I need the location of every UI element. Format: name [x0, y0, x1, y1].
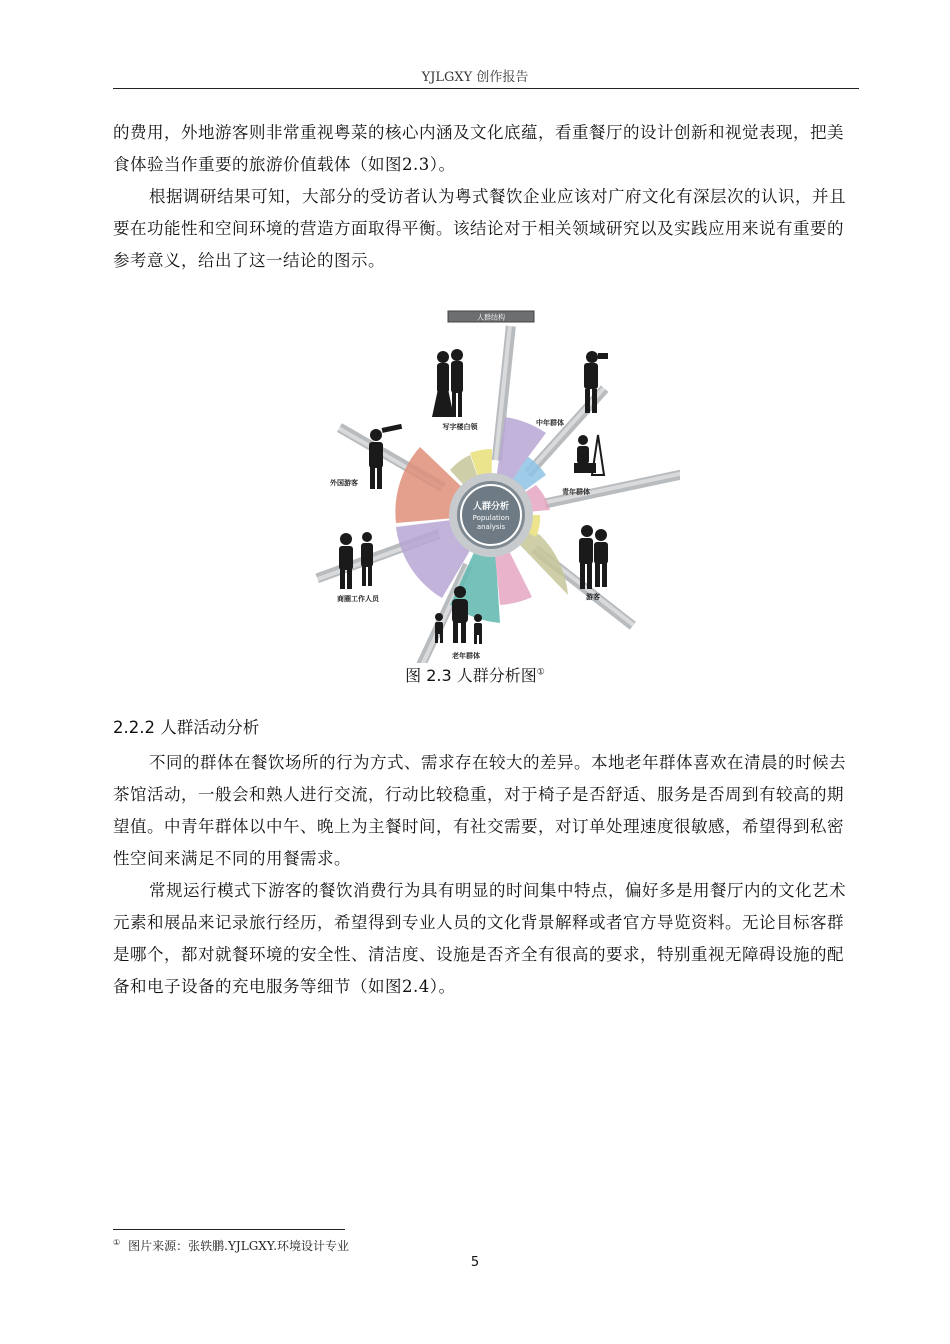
label-foreign: 外国游客	[330, 479, 358, 487]
paragraph-4: 常规运行模式下游客的餐饮消费行为具有明显的时间集中特点，偏好多是用餐厅内的文化艺术元素和展品来记录旅行经历，希望得到专业人员的文化背景解释或者官方导览资料。无论目标客群是哪个，都对就餐环境的安全性、清洁度、设施是否齐全有很高的要求，特别重视无障碍设施的配备和电子设备的充电服务等细节（如图2.4）。	[113, 881, 846, 996]
center-title: 人群分析	[472, 502, 510, 512]
section-heading: 2.2.2 人群活动分析	[113, 718, 260, 737]
footnote	[113, 1237, 349, 1254]
footnote-mark: ①	[113, 1238, 121, 1247]
banner-label: 人群结构	[477, 313, 505, 322]
paragraph-1: 的费用，外地游客则非常重视粤菜的核心内涵及文化底蕴，看重餐厅的设计创新和视觉表现，把美食体验当作重要的旅游价值载体（如图2.3）。	[113, 123, 844, 174]
center-hub	[449, 473, 533, 557]
activity-text	[113, 747, 859, 1003]
middle-photographer-silhouette	[584, 351, 608, 413]
figure-caption	[0, 663, 950, 686]
page-number: 5	[470, 1255, 480, 1270]
caption-footnote-mark: ①	[536, 667, 545, 678]
footnote-rule	[113, 1229, 345, 1230]
youth-painter-silhouette	[574, 435, 604, 475]
caption-text: 图 2.3 人群分析图	[405, 666, 537, 685]
office-couple-silhouette	[432, 349, 463, 417]
label-middle: 中年群体	[536, 419, 564, 427]
paragraph-3: 不同的群体在餐饮场所的行为方式、需求存在较大的差异。本地老年群体喜欢在清晨的时候去茶馆活动，一般会和熟人进行交流，行动比较稳重，对于椅子是否舒适、服务是否周到有较高的期望值。中青年群体以中午、晚上为主餐时间，有社交需要，对订单处理速度很敏感，希望得到私密性空间来满足不同的用餐需求。	[113, 753, 846, 868]
label-office: 写字楼白领	[442, 423, 478, 431]
banner	[448, 311, 534, 322]
label-elderly: 老年群体	[452, 652, 480, 660]
label-youth: 青年群体	[562, 488, 590, 496]
center-sub-2: analysis	[476, 523, 506, 531]
label-business: 商圈工作人员	[337, 595, 379, 603]
paragraph-2: 根据调研结果可知，大部分的受访者认为粤式餐饮企业应该对广府文化有深层次的认识，并且要在功能性和空间环境的营造方面取得平衡。该结论对于相关领域研究以及实践应用来说有重要的参考意义，给出了这一结论的图示。	[113, 187, 846, 270]
header-rule	[113, 88, 859, 89]
population-analysis-figure	[300, 305, 680, 663]
footnote-text: 图片来源：张轶鹏.YJLGXY.环境设计专业	[128, 1239, 350, 1253]
intro-text	[113, 117, 859, 277]
tourist-silhouette	[579, 525, 608, 589]
center-sub-1: Population	[472, 514, 510, 522]
radial-diagram	[300, 305, 680, 663]
page-header: YJLGXY 创作报告	[421, 70, 529, 85]
label-tourist: 游客	[586, 593, 600, 601]
